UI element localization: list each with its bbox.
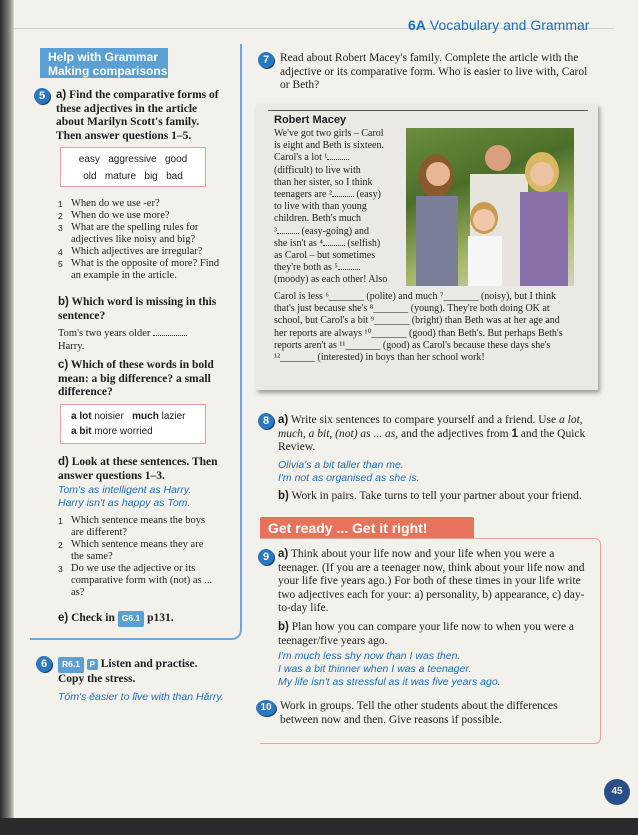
exercise-9-examples: I'm much less shy now than I was then. I was a bit thinner when I was a teenager. My life isn't as stressful as it was five years ago. [278,650,501,688]
page-number: 45 [604,779,630,805]
exercise-8b-instruction: b) Work in pairs. Take turns to tell your partner about your friend. [278,490,582,502]
exercise-7-instruction: Read about Robert Macey's family. Complete the article with the adjective or its comparative form. Who is easier to live with, Carol or Beth? [280,52,588,91]
exercise-5d-questions [58,515,218,599]
question-item: 3 Do we use the adjective or its comparative form with (not) as ... as? [58,563,213,598]
exercise-8a-instruction: a) Write six sentences to compare yourself and a friend. Use a lot, much, a bit, (not) as ... as, and the adjectives from 1 and the Quick Review. [278,414,586,453]
exercise-5e-instruction: e) Check in G6.1 p131. [58,611,228,627]
exercise-5-badge: 5 [34,88,50,104]
exercise-6-badge: 6 [36,656,52,672]
exercise-5b-instruction: b) Which word is missing in this sentence? [58,296,217,322]
article-title: Robert Macey [274,114,347,126]
exercise-10-badge: 10 [256,700,276,716]
exercise-5d-examples: Tom's as intelligent as Harry. Harry isn't as happy as Tom. [58,484,192,509]
exercise-9-badge: 9 [258,549,274,565]
degree-words-box: a lot noisier much lazier a bit more worried [60,404,206,444]
help-subtitle: Making comparisons [48,64,168,78]
exercise-9b-instruction: b) Plan how you can compare your life now to when you were a teenager/five years ago. [278,621,575,647]
unit-label: 6A [408,17,426,33]
article-text-narrow: We've got two girls – Carol is eight and Beth is sixteen. Carol's a lot ¹ (difficult) to live with than her sister, so I think teenagers are ² (easy) to live with than young children. Beth's much ³ (easy-going) and she isn't as ⁴ (selfish) as Carol – but sometimes they're both as ⁵ (moody) as each other! Also [274,128,388,286]
recording-chip[interactable]: R6.1 [58,657,84,673]
exercise-8-badge: 8 [258,413,274,429]
question-item: 4 Which adjectives are irregular? [58,246,203,257]
exercise-9a-instruction: a) Think about your life now and your life when you were a teenager. (If you are a teenager now, think about your life now and your life five years ago.) For both of these times in your life write two adjectives each for your: a) personality, b) appearance, c) day-to-day life. [278,548,585,614]
exercise-5a-instruction: a) Find the comparative forms of these adjectives in the article about Marilyn Scott's family. Then answer questions 1–5. [56,89,219,142]
exercise-5a-questions [58,198,228,282]
page-header [408,17,589,33]
exercise-5c-instruction: c) Which of these words in bold mean: a big difference? a small difference? [58,359,214,398]
exercise-10-instruction: Work in groups. Tell the other students about the differences between now and then. Give reasons if possible. [280,700,558,726]
family-photo [406,128,574,286]
pronunciation-icon: P [87,659,98,670]
exercise-6-example: Tŏm's ĕasier to lĭve with than Hărry. [58,691,224,703]
get-ready-banner: Get ready ... Get it right! [260,517,474,539]
question-item: 2 Which sentence means they are the same? [58,539,204,562]
exercise-5d-instruction: d) Look at these sentences. Then answer questions 1–3. [58,456,218,482]
book-spine-shadow [0,0,14,835]
article-top-rule [268,110,588,111]
question-item: 1 Which sentence means the boys are different? [58,515,206,538]
exercise-7-badge: 7 [258,52,274,68]
question-item: 2 When do we use more? [58,210,170,221]
article-text-wide: Carol is less ⁶_______ (polite) and much ⁷_______ (noisy), but I think that's just because she's ⁸_______ (young). They're both doing OK at school, but Carol's a bit ⁹_______ (bright) than Beth was at her age and her reports are always ¹⁰_______ (good) than Beth's. But perhaps Beth's reports aren't as ¹¹_______ (good) as Carol's because these days she's ¹²_______ (interested) in boys than her school work! [274,291,563,364]
adjectives-box: easy aggressive good old mature big bad [60,147,206,187]
header-title: Vocabulary and Grammar [429,17,590,33]
grammar-reference-chip[interactable]: G6.1 [118,611,144,627]
help-title: Help with Grammar [48,50,159,64]
question-item: 3 What are the spelling rules for adjectives like noisy and big? [58,222,199,245]
question-item: 5 What is the opposite of more? Find an example in the article. [58,258,220,281]
exercise-6-instruction: R6.1 P Listen and practise. Copy the stress. [58,658,198,685]
exercise-5b-sentence: Tom's two years older Harry. [58,328,228,353]
page-bottom-edge [0,818,638,835]
exercise-8-examples: Olivia's a bit taller than me. I'm not as organised as she is. [278,459,420,484]
question-item: 1 When do we use -er? [58,198,160,209]
help-with-grammar-label [40,48,168,78]
